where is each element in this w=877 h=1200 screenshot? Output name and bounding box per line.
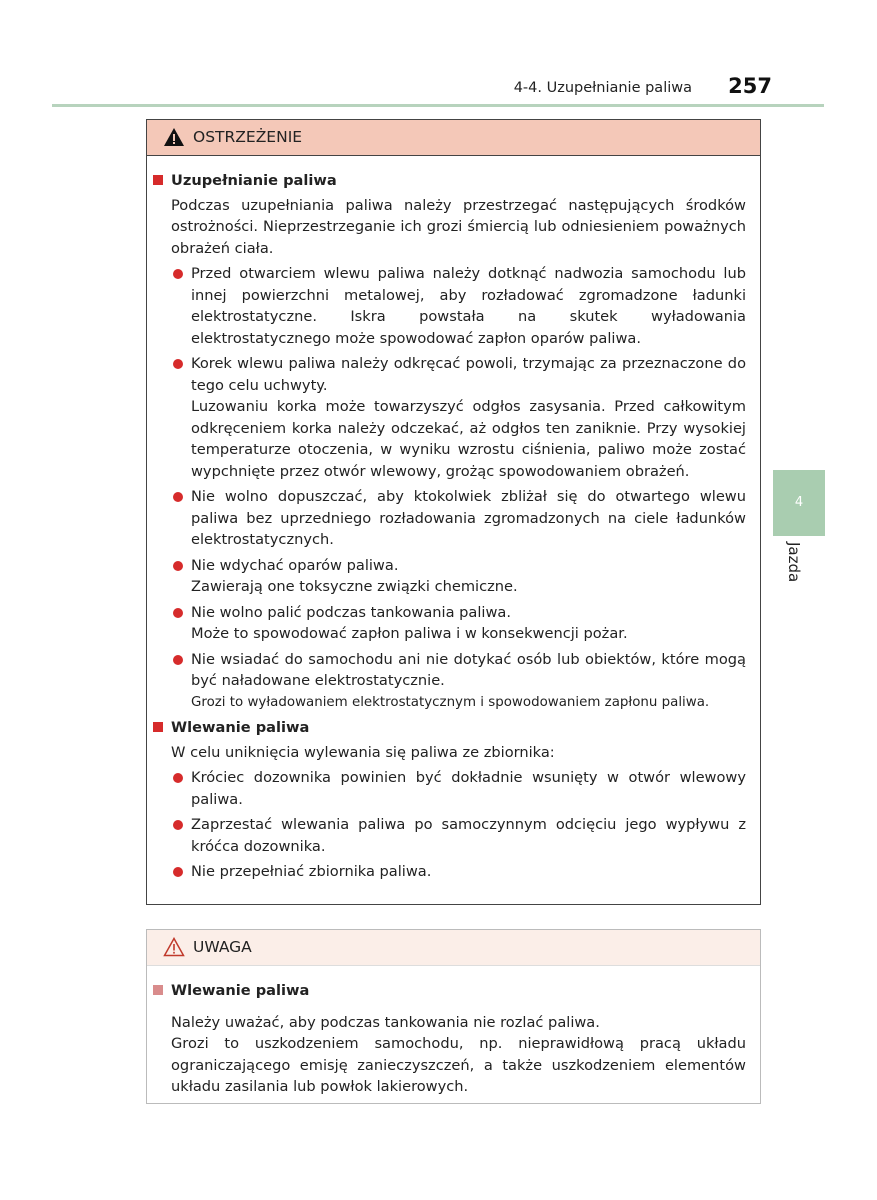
warning-triangle-icon — [163, 127, 185, 147]
bullet-dot-icon — [173, 359, 183, 369]
bullet-dot-icon — [173, 820, 183, 830]
list-item — [153, 861, 746, 883]
section-intro: Podczas uzupełniania paliwa należy przestrzegać następujących środków ostrożności. Nieprzestrzeganie ich grozi śmiercią lub odniesieniem poważnych obrażeń ciała. — [171, 196, 746, 257]
list-item — [153, 263, 746, 349]
section-heading-text: Uzupełnianie paliwa — [171, 172, 337, 189]
bullet-dot-icon — [173, 608, 183, 618]
section-heading — [153, 980, 746, 1002]
section-heading-text: Wlewanie paliwa — [171, 719, 310, 736]
caution-box-header — [147, 930, 760, 966]
bullet-dot-icon — [173, 655, 183, 665]
caution-box — [146, 929, 761, 1104]
bullet-dot-icon — [173, 269, 183, 279]
bullet-dot-icon — [173, 492, 183, 502]
section-intro: W celu uniknięcia wylewania się paliwa ze zbiornika: — [171, 743, 555, 761]
page-number: 257 — [728, 74, 772, 98]
list-item-text: Króciec dozownika powinien być dokładnie wsunięty w otwór wlewowy paliwa. — [191, 769, 746, 808]
page-header — [52, 72, 824, 107]
bullet-dot-icon — [173, 561, 183, 571]
list-item-text: Grozi to wyładowaniem elektrostatycznym i spowodowaniem zapłonu paliwa. — [191, 694, 710, 710]
caution-text: Należy uważać, aby podczas tankowania nie rozlać paliwa. — [171, 1013, 600, 1031]
list-item — [153, 767, 746, 810]
caution-content — [147, 966, 760, 1098]
list-item-text: Nie wsiadać do samochodu ani nie dotykać osób lub obiektów, które mogą być naładowane elektrostatycznie. — [191, 650, 746, 689]
list-item — [153, 649, 746, 714]
warning-box — [146, 119, 761, 905]
list-item-text: Zaprzestać wlewania paliwa po samoczynnym odcięciu jego wypływu z króćca dozownika. — [191, 816, 746, 855]
caution-title: UWAGA — [193, 938, 252, 956]
caution-triangle-icon — [163, 937, 185, 957]
list-item — [153, 602, 746, 645]
chapter-number: 4 — [794, 495, 804, 510]
list-item-text: Nie wolno dopuszczać, aby ktokolwiek zbliżał się do otwartego wlewu paliwa bez uprzedniego rozładowania zgromadzonych na ciele ładunków elektrostatycznych. — [191, 488, 746, 548]
warning-box-header — [147, 120, 760, 156]
list-item-text: Luzowaniu korka może towarzyszyć odgłos zasysania. Przed całkowitym odkręceniem korka należy odczekać, aż odgłos ten zaniknie. Przy wysokiej temperaturze otoczenia, w wyniku wzrostu ciśnienia, paliwo może zostać wypchnięte przez otwór wlewowy, grożąc spowodowaniem obrażeń. — [191, 398, 746, 480]
square-bullet-icon — [153, 722, 163, 732]
section-heading — [153, 170, 746, 192]
chapter-tab — [773, 470, 825, 536]
bullet-dot-icon — [173, 867, 183, 877]
list-item-text: Korek wlewu paliwa należy odkręcać powoli, trzymając za przeznaczone do tego celu uchwyty. — [191, 355, 746, 394]
list-item — [153, 353, 746, 482]
section-heading — [153, 717, 746, 739]
list-item-text: Przed otwarciem wlewu paliwa należy dotknąć nadwozia samochodu lub innej powierzchni metalowej, aby rozładować zgromadzone ładunki elektrostatyczne. Iskra powstała na skutek wyładowania elektrostatycznego może spowodować zapłon oparów paliwa. — [191, 265, 746, 347]
caution-text: Grozi to uszkodzeniem samochodu, np. nieprawidłową pracą układu ograniczającego emisję zanieczyszczeń, a także uszkodzeniem elementów układu zasilania lub powłok lakierowych. — [171, 1035, 746, 1095]
bullet-dot-icon — [173, 773, 183, 783]
list-item-text: Nie przepełniać zbiornika paliwa. — [191, 863, 432, 880]
warning-content — [147, 156, 760, 883]
chapter-label: Jazda — [785, 542, 803, 583]
list-item — [153, 555, 746, 598]
list-item-text: Może to spowodować zapłon paliwa i w konsekwencji pożar. — [191, 625, 628, 642]
list-item-text: Zawierają one toksyczne związki chemiczne. — [191, 578, 518, 595]
list-item-text: Nie wdychać oparów paliwa. — [191, 556, 399, 574]
list-item — [153, 814, 746, 857]
list-item — [153, 486, 746, 551]
warning-title: OSTRZEŻENIE — [193, 128, 303, 146]
square-bullet-icon — [153, 985, 163, 995]
section-heading-text: Wlewanie paliwa — [171, 982, 310, 999]
square-bullet-icon — [153, 175, 163, 185]
section-title: 4-4. Uzupełnianie paliwa — [513, 80, 692, 96]
list-item-text: Nie wolno palić podczas tankowania paliwa. — [191, 603, 512, 621]
